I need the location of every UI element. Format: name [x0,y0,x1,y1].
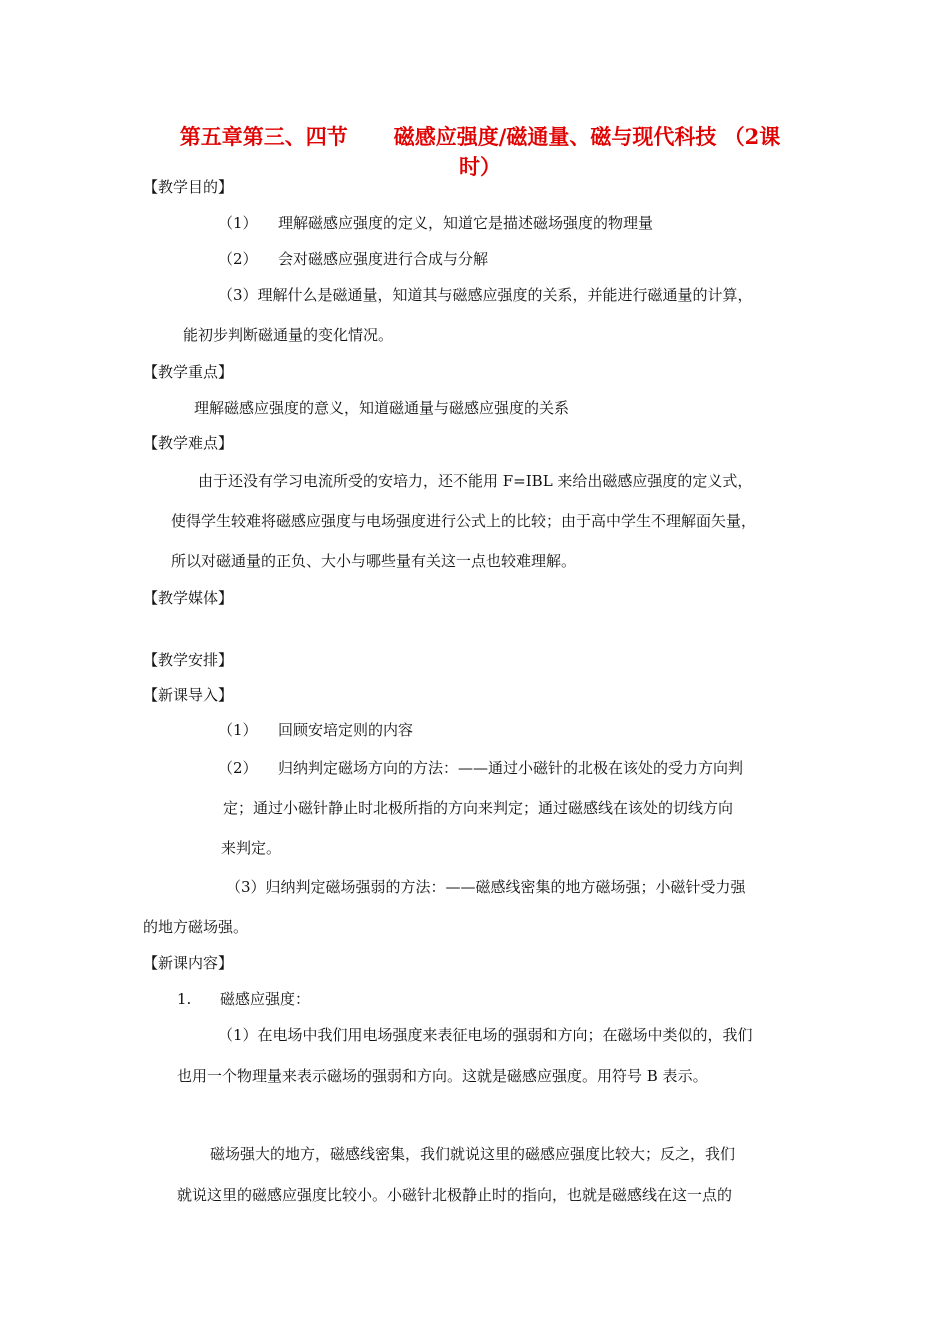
goal-item-3-line-2: 能初步判断磁通量的变化情况。 [183,326,394,344]
content-item-1-title: 磁感应强度： [220,990,311,1008]
intro-item-2-line-2: 定；通过小磁针静止时北极所指的方向来判定；通过磁感线在该处的切线方向 [223,799,734,817]
heading-difficulty: 【教学难点】 [143,434,234,452]
difficulty-line-2: 使得学生较难将磁感应强度与电场强度进行公式上的比较；由于高中学生不理解面矢量， [171,512,757,530]
intro-item-2-line-1 [218,758,743,778]
content-para-2-line-1: 磁场强大的地方，磁感线密集，我们就说这里的磁感应强度比较大；反之，我们 [210,1145,736,1163]
title-chapter: 第五章第三、四节 [179,124,348,149]
intro-item-2-num: （2） [218,759,258,777]
goal-item-1-num: （1） [218,214,258,232]
content-para-1-line-1: （1）在电场中我们用电场强度来表征电场的强弱和方向；在磁场中类似的，我们 [218,1026,753,1044]
content-para-1-line-2: 也用一个物理量来表示磁场的强弱和方向。这就是磁感应强度。用符号 B 表示。 [177,1067,708,1085]
intro-item-2-line-3: 来判定。 [221,839,282,857]
intro-item-1-text: 回顾安培定则的内容 [278,721,414,739]
intro-item-1 [218,720,413,740]
goal-item-1-text: 理解磁感应强度的定义，知道它是描述磁场强度的物理量 [278,214,654,232]
goal-item-1 [218,213,653,233]
content-item-1-num: 1. [177,990,192,1008]
goal-item-2-num: （2） [218,250,258,268]
difficulty-line-3: 所以对磁通量的正负、大小与哪些量有关这一点也较难理解。 [171,552,577,570]
key-text: 理解磁感应强度的意义，知道磁通量与磁感应强度的关系 [194,399,570,417]
goal-item-2-text: 会对磁感应强度进行合成与分解 [278,250,489,268]
intro-item-3-line-2: 的地方磁场强。 [143,918,249,936]
intro-item-3-line-1: （3）归纳判定磁场强弱的方法：——磁感线密集的地方磁场强；小磁针受力强 [226,878,746,896]
content-para-2-line-2: 就说这里的磁感应强度比较小。小磁针北极静止时的指向，也就是磁感线在这一点的 [177,1186,733,1204]
document-title [150,122,810,182]
goal-item-3-line-1: （3）理解什么是磁通量，知道其与磁感应强度的关系，并能进行磁通量的计算， [218,286,753,304]
heading-content: 【新课内容】 [143,954,234,972]
heading-intro: 【新课导入】 [143,686,234,704]
heading-key: 【教学重点】 [143,363,234,381]
title-hours: 时） [459,154,501,179]
goal-item-2 [218,249,488,269]
title-topic: 磁感应强度/磁通量、磁与现代科技 （2课 [393,124,781,149]
intro-item-1-num: （1） [218,721,258,739]
heading-media: 【教学媒体】 [143,589,234,607]
intro-item-2-text: 归纳判定磁场方向的方法：——通过小磁针的北极在该处的受力方向判 [278,759,744,777]
content-item-1 [177,989,310,1009]
difficulty-line-1: 由于还没有学习电流所受的安培力，还不能用 F=IBL 来给出磁感应强度的定义式， [198,472,753,490]
heading-arrangement: 【教学安排】 [143,651,234,669]
heading-goal: 【教学目的】 [143,178,234,196]
